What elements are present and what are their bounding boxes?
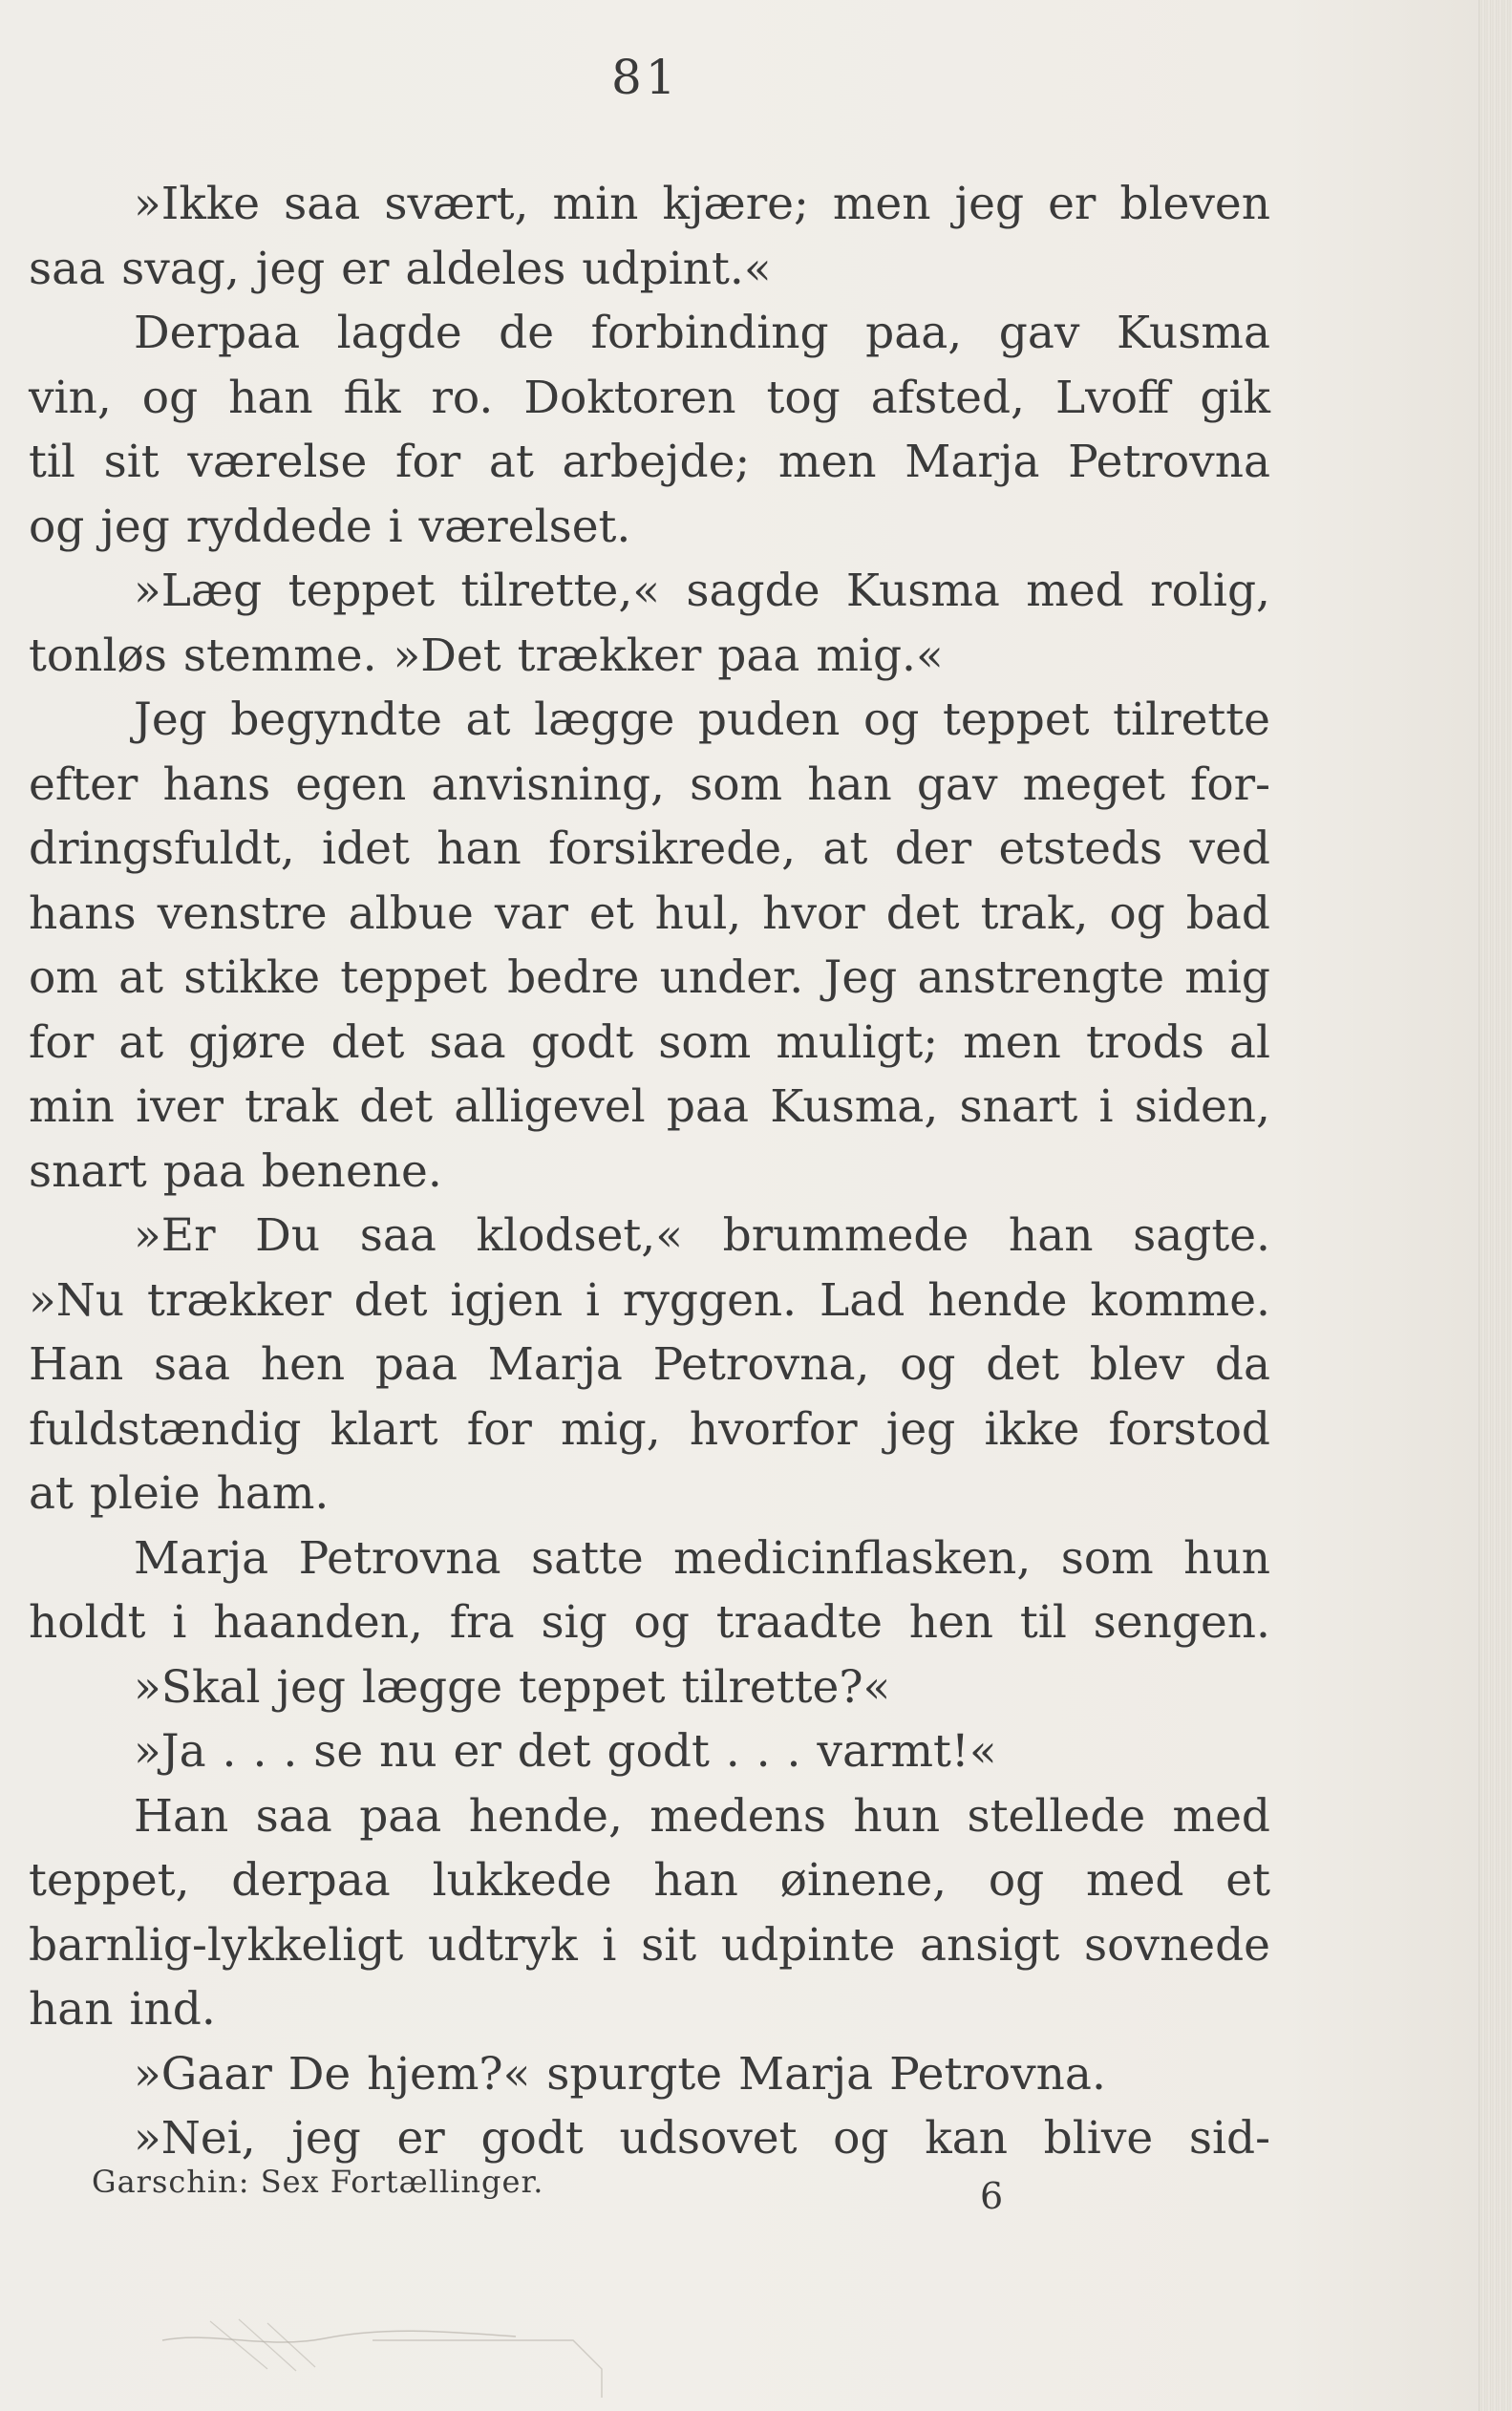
text-line: hans venstre albue var et hul, hvor det trak, og bad (29, 886, 1270, 940)
page-footer (92, 2164, 1047, 2221)
text-line: dringsfuldt, idet han forsikrede, at der etsteds ved (29, 822, 1270, 875)
text-line: om at stikke teppet bedre under. Jeg anstrengte mig (29, 951, 1270, 1004)
text-line: efter hans egen anvisning, som han gav meget for- (29, 757, 1270, 811)
text-line: holdt i haanden, fra sig og traadte hen til sengen. (29, 1596, 1270, 1649)
text-line: Han saa paa hende, medens hun stellede med (134, 1789, 1270, 1843)
text-line: for at gjøre det saa godt som muligt; men trods al (29, 1015, 1270, 1069)
text-line: tonløs stemme. »Det trækker paa mig.« (29, 629, 944, 682)
text-line: Han saa hen paa Marja Petrovna, og det blev da (29, 1338, 1270, 1391)
text-line: »Ja . . . se nu er det godt . . . varmt!« (134, 1725, 997, 1778)
text-line: han ind. (29, 1983, 216, 2036)
body-text (29, 172, 1270, 2171)
text-line: til sit værelse for at arbejde; men Marja Petrovna (29, 436, 1270, 488)
text-line: min iver trak det alligevel paa Kusma, snart i siden, (29, 1080, 1270, 1133)
text-line: »Ikke saa svært, min kjære; men jeg er bleven (134, 178, 1270, 230)
text-line: saa svag, jeg er aldeles udpint.« (29, 242, 772, 295)
text-line: Derpaa lagde de forbinding paa, gav Kusma (134, 307, 1270, 359)
text-line: snart paa benene. (29, 1144, 442, 1198)
text-line: at pleie ham. (29, 1467, 330, 1520)
text-line: »Læg teppet tilrette,« sagde Kusma med rolig, (134, 565, 1270, 617)
text-line: »Skal jeg lægge teppet tilrette?« (134, 1660, 891, 1714)
printer-signature: Garschin: Sex Fortællinger. (92, 2164, 544, 2200)
page-edge-stack (1479, 0, 1512, 2411)
text-line: Jeg begyndte at lægge puden og teppet tilrette (134, 693, 1270, 746)
text-line: »Gaar De hjem?« spurgte Marja Petrovna. (134, 2047, 1106, 2101)
text-line: fuldstændig klart for mig, hvorfor jeg ikke forstod (29, 1402, 1270, 1456)
text-line: »Nu trækker det igjen i ryggen. Lad hende komme. (29, 1273, 1270, 1327)
text-line: og jeg ryddede i værelset. (29, 500, 631, 553)
text-line: »Nei, jeg er godt udsovet og kan blive sid- (134, 2112, 1270, 2165)
text-line: teppet, derpaa lukkede han øinene, og med et (29, 1854, 1270, 1907)
ink-smudge-mark (153, 2312, 611, 2398)
text-line: »Er Du saa klodset,« brummede han sagte. (134, 1209, 1270, 1262)
text-line: Marja Petrovna satte medicinflasken, som hun (134, 1531, 1270, 1585)
page-number: 81 (611, 50, 680, 105)
text-line: vin, og han fik ro. Doktoren tog afsted, Lvoff gik (29, 371, 1270, 424)
text-line: barnlig-lykkeligt udtryk i sit udpinte ansigt sovnede (29, 1918, 1270, 1972)
sheet-number: 6 (980, 2175, 1004, 2217)
